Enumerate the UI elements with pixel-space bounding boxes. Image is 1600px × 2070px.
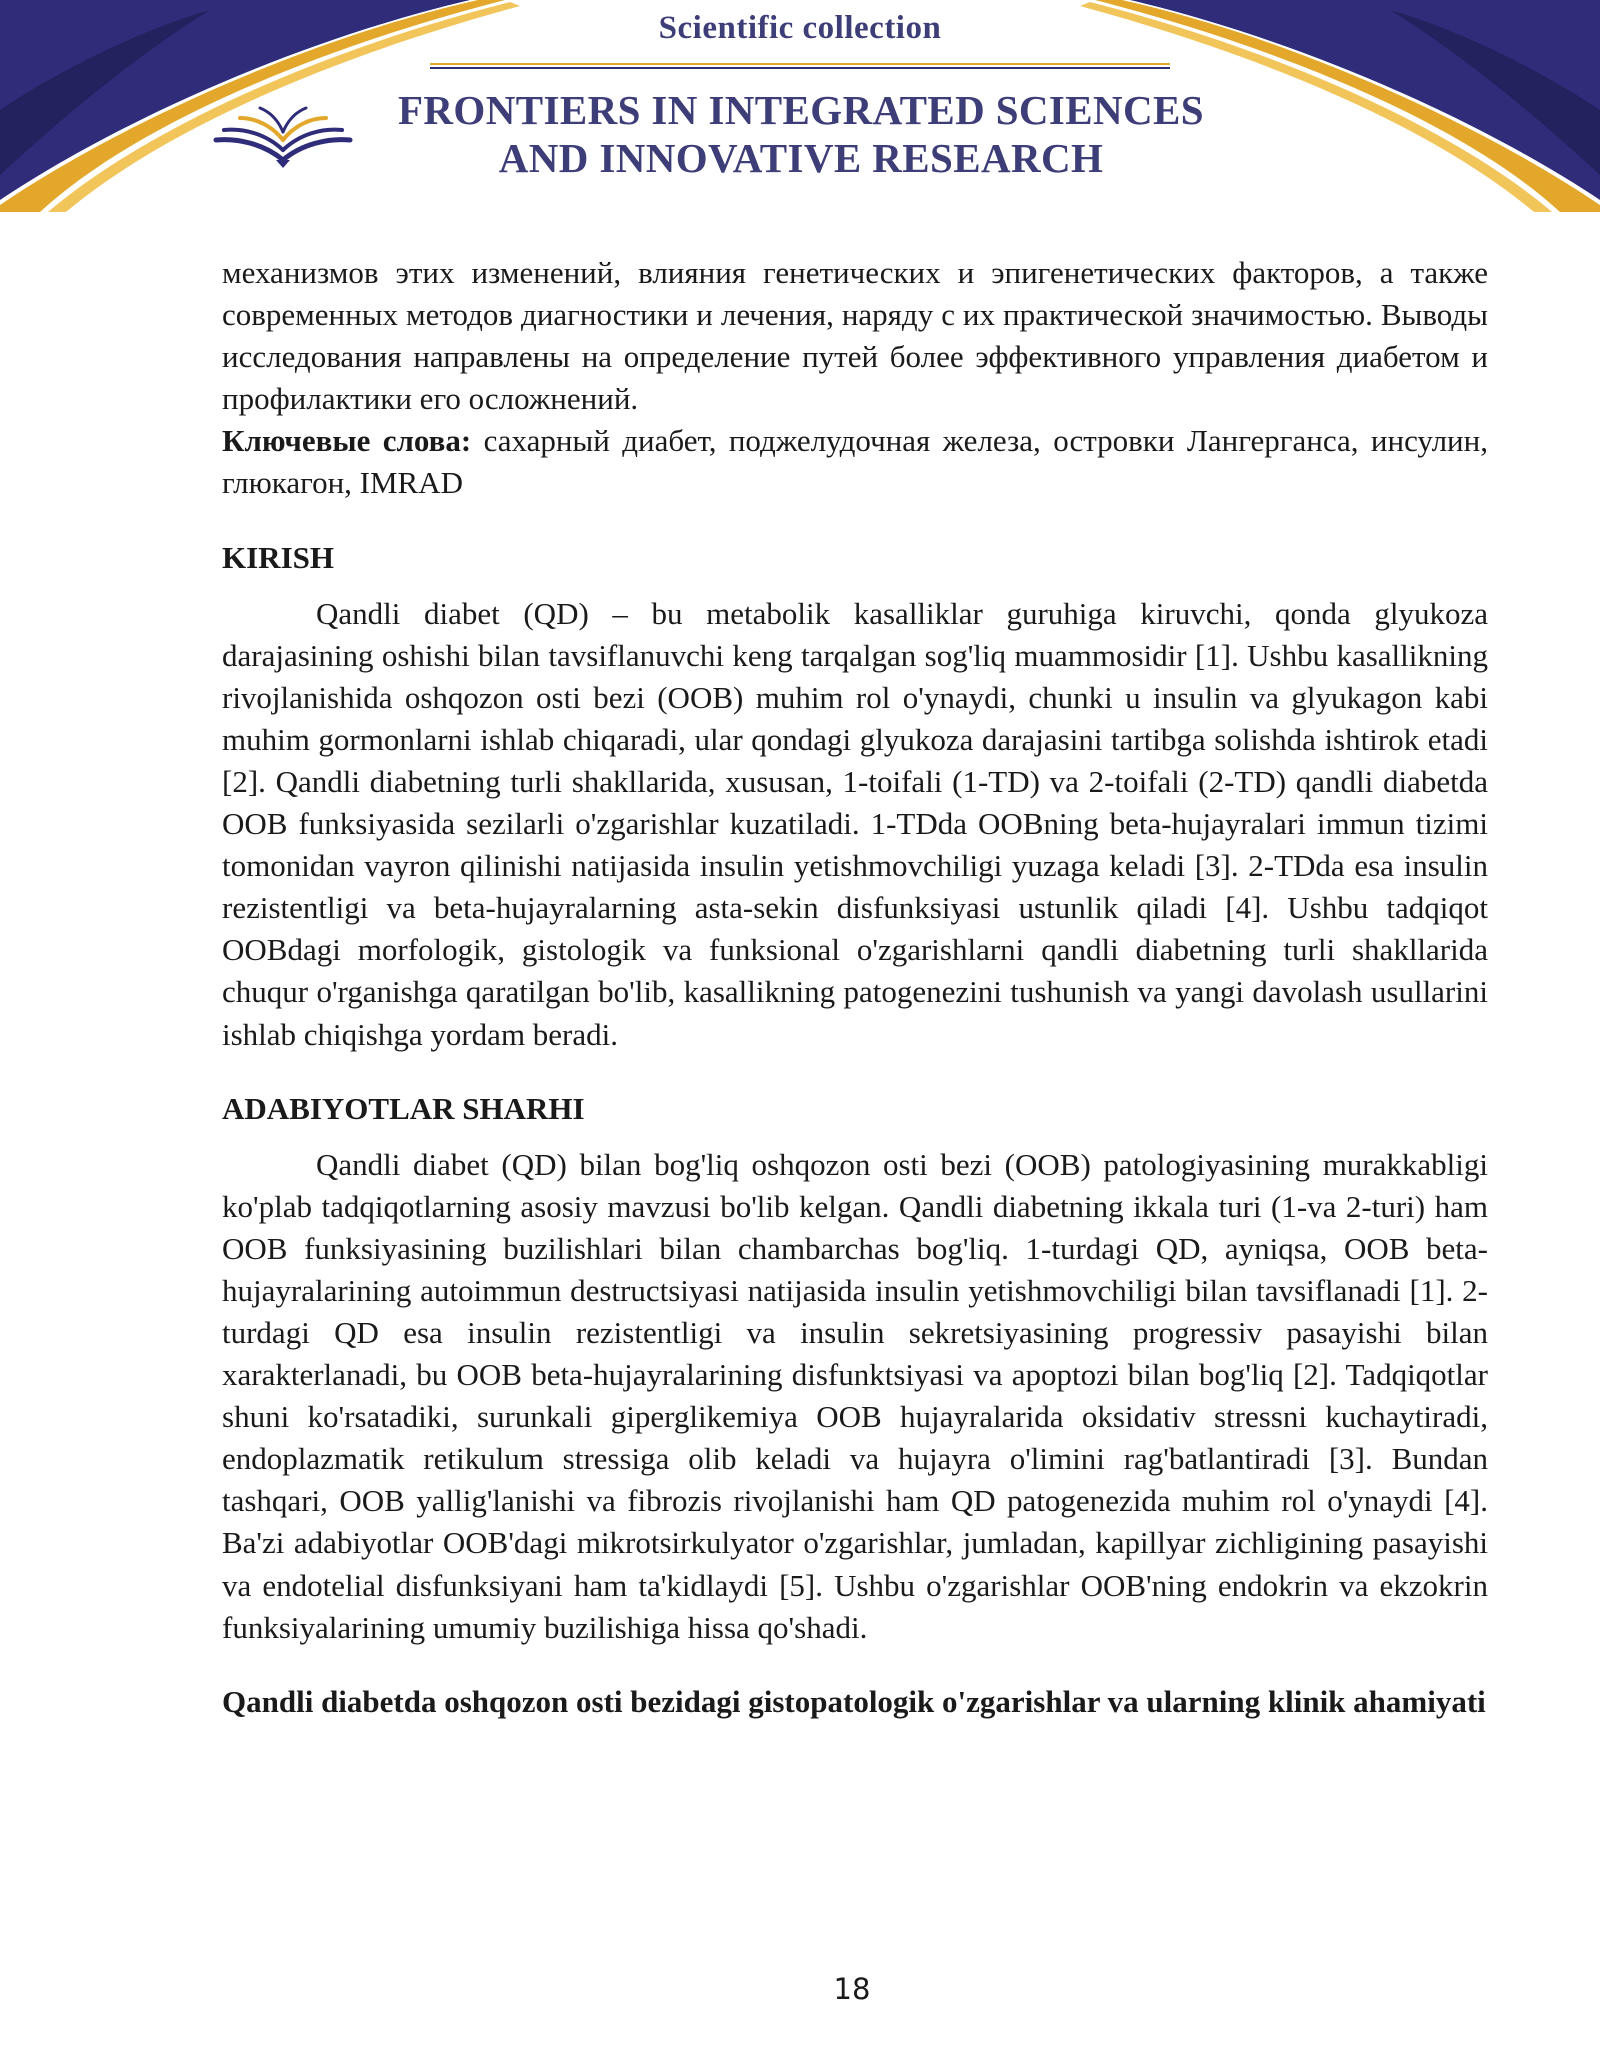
journal-title-line-1: FRONTIERS IN INTEGRATED SCIENCES — [397, 87, 1205, 133]
keywords-text: сахарный диабет, поджелудочная железа, островки Лангерганса, инсулин, глюкагон, IMRAD — [222, 423, 1488, 501]
open-book-icon — [212, 104, 354, 170]
article-body — [222, 252, 1488, 1723]
collection-label: Scientific collection — [658, 10, 942, 46]
journal-title — [356, 86, 1246, 182]
section-heading-kirish: KIRISH — [222, 539, 334, 575]
section-paragraph-adabiyotlar: Qandli diabet (QD) bilan bog'liq oshqozon osti bezi (OOB) patologiyasining murakkabligi ko'plab tadqiqotlarning asosiy mavzusi bo'lib kelgan. Qandli diabetning ikkala turi (1-va 2-turi) ham OOB funksiyasining buzilishlari bilan chambarchas bog'liq. 1-turdagi QD, ayniqsa, OOB beta-hujayralarining autoimmun destructsiyasi natijasida insulin yetishmovchiligi bilan tavsiflanadi [1]. 2-turdagi QD esa insulin rezistentligi va insulin sekretsiyasining progressiv pasayishi bilan xarakterlanadi, bu OOB beta-hujayralarining disfunktsiyasi va apoptozi bilan bog'liq [2]. Tadqiqotlar shuni ko'rsatadiki, surunkali giperglikemiya OOB hujayralarida oksidativ stressni kuchaytiradi, endoplazmatik retikulum stressiga olib keladi va hujayra o'limini rag'batlantiradi [3]. Bundan tashqari, OOB yallig'lanishi va fibrozis rivojlanishi ham QD patogenezida muhim rol o'ynaydi [4]. Ba'zi adabiyotlar OOB'dagi mikrotsirkulyator o'zgarishlar, jumladan, kapillyar zichligining pasayishi va endotelial disfunksiyani ham ta'kidlaydi [5]. Ushbu o'zgarishlar OOB'ning endokrin va ekzokrin funksiyalarining umumiy buzilishiga hissa qo'shadi. — [222, 1146, 1488, 1645]
subsection-heading: Qandli diabetda oshqozon osti bezidagi gistopatologik o'zgarishlar va ularning klinik ahamiyati — [222, 1683, 1486, 1719]
journal-title-line-2: AND INNOVATIVE RESEARCH — [498, 135, 1104, 181]
keywords-label: Ключевые слова: — [222, 423, 472, 459]
section-heading-adabiyotlar: ADABIYOTLAR SHARHI — [222, 1090, 585, 1126]
section-paragraph-kirish: Qandli diabet (QD) – bu metabolik kasalliklar guruhiga kiruvchi, qonda glyukoza darajasining oshishi bilan tavsiflanuvchi keng tarqalgan sog'liq muammosidir [1]. Ushbu kasallikning rivojlanishida oshqozon osti bezi (OOB) muhim rol o'ynaydi, chunki u insulin va glyukagon kabi muhim gormonlarni ishlab chiqaradi, ular qondagi glyukoza darajasini tartibga solishda ishtirok etadi [2]. Qandli diabetning turli shakllarida, xususan, 1-toifali (1-TD) va 2-toifali (2-TD) qandli diabetda OOB funksiyasida sezilarli o'zgarishlar kuzatiladi. 1-TDda OOBning beta-hujayralari immun tizimi tomonidan vayron qilinishi natijasida insulin yetishmovchiligi yuzaga keladi [3]. 2-TDda esa insulin rezistentligi va beta-hujayralarning asta-sekin disfunksiyasi ustunlik qiladi [4]. Ushbu tadqiqot OOBdagi morfologik, gistologik va funksional o'zgarishlarni qandli diabetning turli shakllarida chuqur o'rganishga qaratilgan bo'lib, kasallikning patogenezini tushunish va yangi davolash usullarini ishlab chiqishga yordam beradi. — [222, 595, 1488, 1052]
journal-banner — [0, 0, 1600, 212]
page-number: 18 — [833, 1972, 871, 2006]
keywords — [222, 420, 1488, 504]
abstract-continuation: механизмов этих изменений, влияния генетических и эпигенетических факторов, а также современных методов диагностики и лечения, наряду с их практической значимостью. Выводы исследования направлены на определение путей более эффективного управления диабетом и профилактики его осложнений. — [222, 255, 1488, 417]
